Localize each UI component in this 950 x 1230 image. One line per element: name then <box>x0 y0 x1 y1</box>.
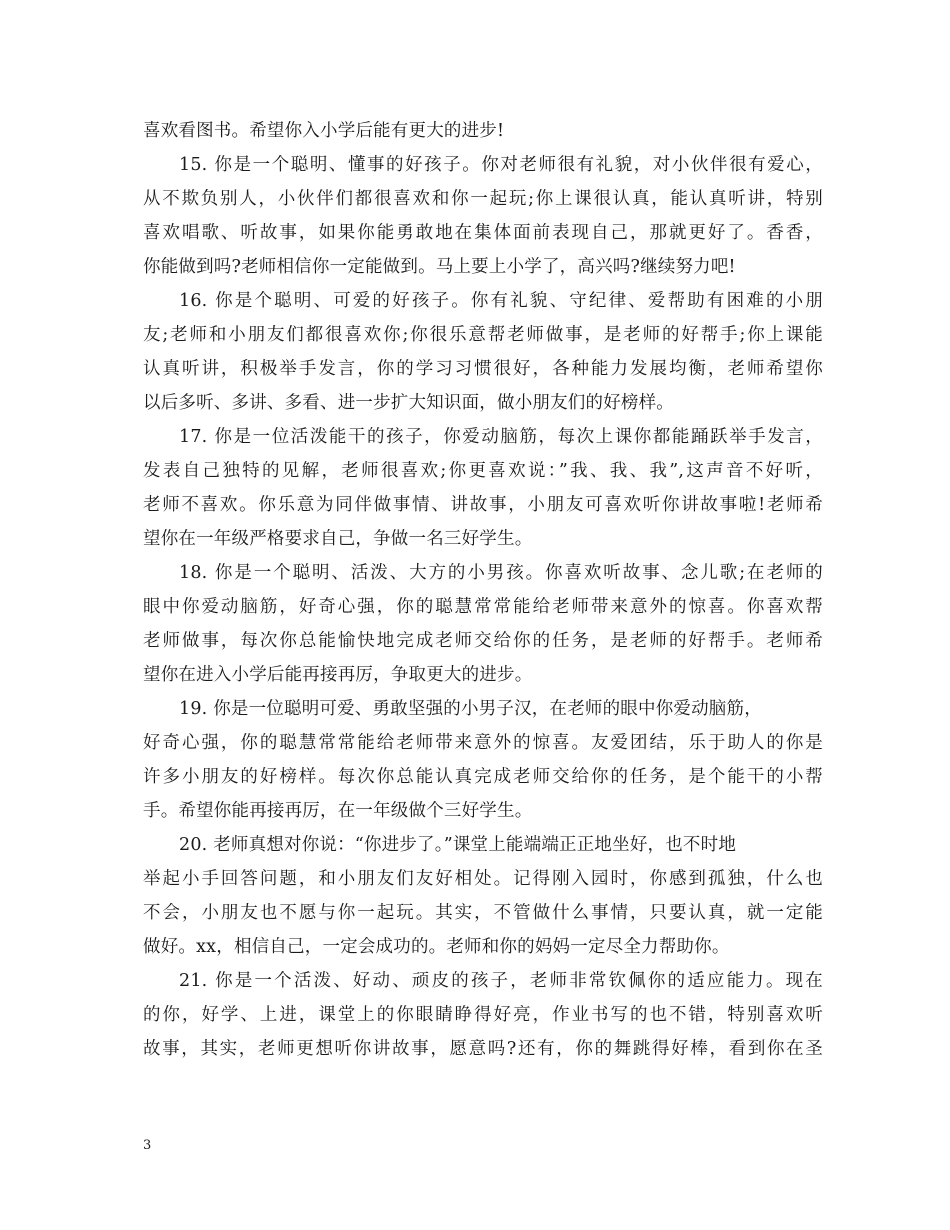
paragraph-line: 不会，小朋友也不愿与你一起玩。其实，不管做什么事情，只要认真，就一定能 <box>143 903 823 923</box>
paragraph-first-line: 19. 你是一位聪明可爱、勇敢坚强的小男子汉，在老师的眼中你爱动脑筋， <box>179 699 762 719</box>
paragraph-line: 老师不喜欢。你乐意为同伴做事情、讲故事，小朋友可喜欢听你讲故事啦!老师希 <box>143 495 823 515</box>
paragraph-line: 做好。xx，相信自己，一定会成功的。老师和你的妈妈一定尽全力帮助你。 <box>143 937 730 957</box>
paragraph-line: 喜欢看图书。希望你入小学后能有更大的进步! <box>143 121 505 141</box>
paragraph-line: 的你，好学、上进，课堂上的你眼睛睁得好亮，作业书写的也不错，特别喜欢听 <box>143 1005 823 1025</box>
paragraph-line: 许多小朋友的好榜样。每次你总能认真完成老师交给你的任务，是个能干的小帮 <box>143 767 823 787</box>
paragraph-line: 发表自己独特的见解，老师很喜欢;你更喜欢说：”我、我、我”,这声音不好听， <box>143 461 823 481</box>
paragraph-line: 老师做事，每次你总能愉快地完成老师交给你的任务，是老师的好帮手。老师希 <box>143 631 823 651</box>
paragraph-line: 举起小手回答问题，和小朋友们友好相处。记得刚入园时，你感到孤独，什么也 <box>143 869 823 889</box>
paragraph-first-line: 17. 你是一位活泼能干的孩子，你爱动脑筋，每次上课你都能踊跃举手发言， <box>179 427 823 447</box>
paragraph-first-line: 21. 你是一个活泼、好动、顽皮的孩子，老师非常钦佩你的适应能力。现在 <box>179 971 823 991</box>
paragraph-first-line: 20. 老师真想对你说：“你进步了。”课堂上能端端正正地坐好，也不时地 <box>179 835 737 855</box>
paragraph-line: 从不欺负别人，小伙伴们都很喜欢和你一起玩;你上课很认真，能认真听讲，特别 <box>143 189 823 209</box>
document-body <box>143 114 823 1066</box>
paragraph-first-line: 16. 你是个聪明、可爱的好孩子。你有礼貌、守纪律、爱帮助有困难的小朋 <box>179 291 823 311</box>
paragraph-line: 望你在进入小学后能再接再厉，争取更大的进步。 <box>143 665 533 685</box>
paragraph-first-line: 15. 你是一个聪明、懂事的好孩子。你对老师很有礼貌，对小伙伴很有爱心， <box>179 155 823 175</box>
paragraph-line: 友;老师和小朋友们都很喜欢你;你很乐意帮老师做事，是老师的好帮手;你上课能 <box>143 325 823 345</box>
paragraph-first-line: 18. 你是一个聪明、活泼、大方的小男孩。你喜欢听故事、念儿歌;在老师的 <box>179 563 823 583</box>
page-number: 3 <box>143 1138 152 1153</box>
paragraph-line: 故事，其实，老师更想听你讲故事，愿意吗?还有，你的舞跳得好棒，看到你在圣 <box>143 1039 823 1059</box>
paragraph-line: 以后多听、多讲、多看、进一步扩大知识面，做小朋友们的好榜样。 <box>143 393 674 413</box>
paragraph-line: 望你在一年级严格要求自己，争做一名三好学生。 <box>143 529 533 549</box>
paragraph-line: 你能做到吗?老师相信你一定能做到。马上要上小学了，高兴吗?继续努力吧! <box>143 257 736 277</box>
paragraph-line: 手。希望你能再接再厉，在一年级做个三好学生。 <box>143 801 533 821</box>
paragraph-line: 眼中你爱动脑筋，好奇心强，你的聪慧常常能给老师带来意外的惊喜。你喜欢帮 <box>143 597 823 617</box>
paragraph-line: 喜欢唱歌、听故事，如果你能勇敢地在集体面前表现自己，那就更好了。香香， <box>143 223 823 243</box>
paragraph-line: 好奇心强，你的聪慧常常能给老师带来意外的惊喜。友爱团结，乐于助人的你是 <box>143 733 823 753</box>
paragraph-line: 认真听讲，积极举手发言，你的学习习惯很好，各种能力发展均衡，老师希望你 <box>143 359 823 379</box>
